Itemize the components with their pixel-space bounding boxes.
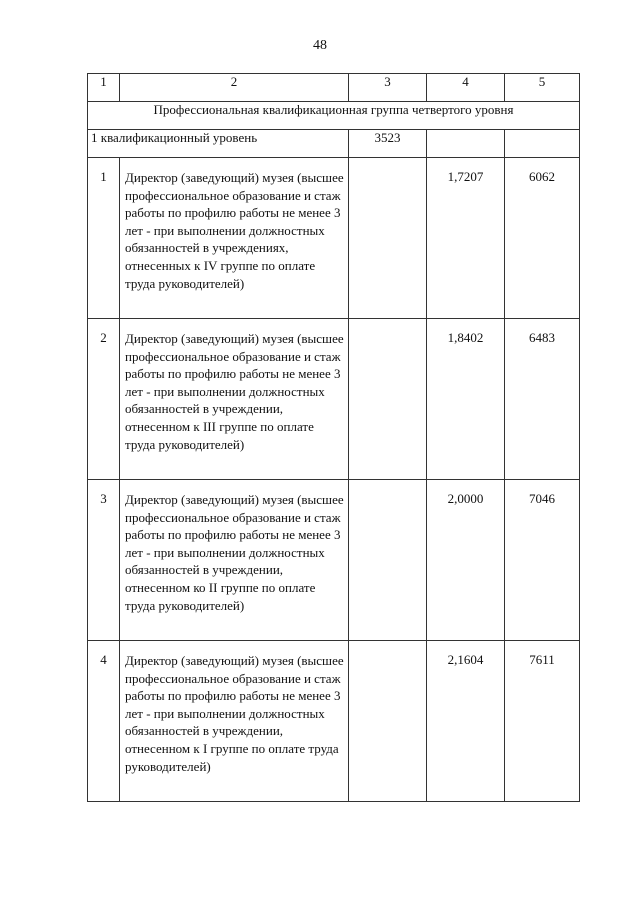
table-row — [88, 480, 580, 641]
table-row — [88, 641, 580, 802]
coefficient: 1,8402 — [427, 319, 505, 480]
position-title: Директор (заведующий) музея (высшее профессиональное образование и стаж работы по профилю работы не менее 3 лет - при выполнении должностных обязанностей в учреждении, отнесенном ко II группе по оплате труда руководителей) — [120, 480, 349, 641]
salary: 7046 — [505, 480, 580, 641]
table-row — [88, 319, 580, 480]
level-base-salary: 3523 — [349, 130, 427, 158]
row-number: 1 — [88, 158, 120, 319]
base-cell — [349, 319, 427, 480]
empty-cell — [505, 130, 580, 158]
salary: 6483 — [505, 319, 580, 480]
position-title: Директор (заведующий) музея (высшее профессиональное образование и стаж работы по профилю работы не менее 3 лет - при выполнении должностных обязанностей в учреждении, отнесенном к III группе по оплате труда руководителей) — [120, 319, 349, 480]
empty-cell — [427, 130, 505, 158]
base-cell — [349, 158, 427, 319]
header-row — [88, 74, 580, 102]
header-cell: 4 — [427, 74, 505, 102]
page-number: 48 — [313, 38, 327, 53]
header-cell: 3 — [349, 74, 427, 102]
header-cell: 5 — [505, 74, 580, 102]
salary: 7611 — [505, 641, 580, 802]
coefficient: 2,1604 — [427, 641, 505, 802]
row-number: 2 — [88, 319, 120, 480]
table-row — [88, 158, 580, 319]
header-cell: 1 — [88, 74, 120, 102]
row-number: 3 — [88, 480, 120, 641]
base-cell — [349, 480, 427, 641]
base-cell — [349, 641, 427, 802]
salary-table — [87, 73, 580, 802]
group-title: Профессиональная квалификационная группа четвертого уровня — [88, 102, 580, 130]
level-row — [88, 130, 580, 158]
salary: 6062 — [505, 158, 580, 319]
level-label: 1 квалификационный уровень — [88, 130, 349, 158]
position-title: Директор (заведующий) музея (высшее профессиональное образование и стаж работы по профилю работы не менее 3 лет - при выполнении должностных обязанностей в учреждении, отнесенном к I группе по оплате труда руководителей) — [120, 641, 349, 802]
coefficient: 2,0000 — [427, 480, 505, 641]
coefficient: 1,7207 — [427, 158, 505, 319]
group-row — [88, 102, 580, 130]
row-number: 4 — [88, 641, 120, 802]
header-cell: 2 — [120, 74, 349, 102]
position-title: Директор (заведующий) музея (высшее профессиональное образование и стаж работы по профилю работы не менее 3 лет - при выполнении должностных обязанностей в учреждениях, отнесенных к IV группе по оплате труда руководителей) — [120, 158, 349, 319]
